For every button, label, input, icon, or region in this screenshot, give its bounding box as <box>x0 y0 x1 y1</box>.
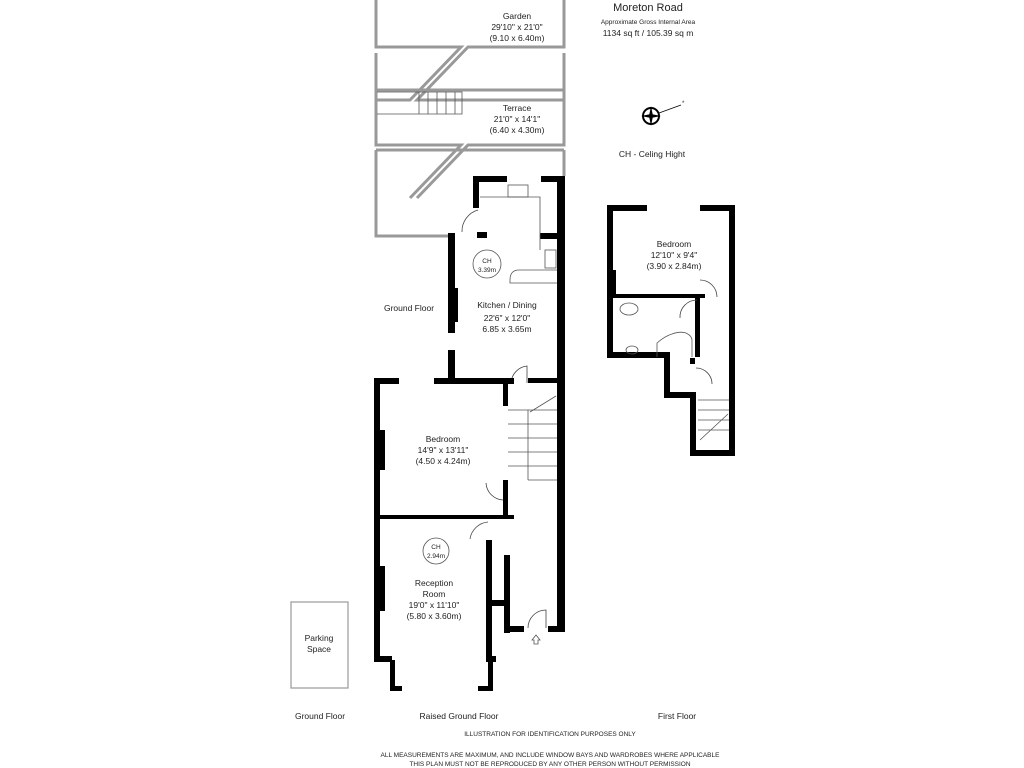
kitchen-ch-label: CH <box>482 258 492 265</box>
ground-floor-side-label: Ground Floor <box>383 303 435 313</box>
bedroom-first-name: Bedroom <box>656 239 692 249</box>
area-label: Approximate Gross Internal Area <box>600 19 696 26</box>
raised-ground-floor-label: Raised Ground Floor <box>419 711 499 721</box>
terrace-name: Terrace <box>502 103 532 113</box>
terrace-metric: (6.40 x 4.30m) <box>489 125 545 135</box>
kitchen-metric: 6.85 x 3.65m <box>482 324 532 334</box>
ch-marker-reception <box>423 538 449 564</box>
garden-imperial: 29'10" x 21'0" <box>491 22 543 32</box>
lower-patio <box>376 150 564 236</box>
ch-legend: CH - Celing Hight <box>618 149 686 159</box>
disclaimer-2: ALL MEASUREMENTS ARE MAXIMUM, AND INCLUDE WINDOW BAYS AND WARDROBES WHERE APPLICABLE <box>380 752 720 759</box>
property-title: Moreton Road <box>613 2 683 14</box>
bedroom-ground-imperial: 14'9" x 13'11" <box>417 445 469 455</box>
bedroom-first-imperial: 12'10" x 9'4" <box>650 250 698 260</box>
parking-label-2: Space <box>306 644 332 654</box>
kitchen-imperial: 22'6" x 12'0" <box>483 313 531 323</box>
reception-imperial: 19'0" x 11'10" <box>408 600 460 610</box>
first-floor-label: First Floor <box>657 711 697 721</box>
disclaimer-3: THIS PLAN MUST NOT BE REPRODUCED BY ANY OTHER PERSON WITHOUT PERMISSION <box>409 761 691 768</box>
area-value: 1134 sq ft / 105.39 sq m <box>602 28 694 38</box>
garden-area <box>376 0 564 100</box>
reception-ch-label: CH <box>431 544 441 551</box>
bedroom-ground-metric: (4.50 x 4.24m) <box>415 456 471 466</box>
ground-floor-label: Ground Floor <box>294 711 346 721</box>
disclaimer-1: ILLUSTRATION FOR IDENTIFICATION PURPOSES ONLY <box>464 731 636 738</box>
terrace-imperial: 21'0" x 14'1" <box>493 114 541 124</box>
reception-metric: (5.80 x 3.60m) <box>406 611 462 621</box>
kitchen-ch-value: 3.39m <box>477 267 497 274</box>
kitchen-name: Kitchen / Dining <box>477 300 537 310</box>
bedroom-ground-name: Bedroom <box>425 434 461 444</box>
compass-icon <box>641 101 685 126</box>
reception-name-2: Room <box>422 589 446 599</box>
garden-metric: (9.10 x 6.40m) <box>489 33 545 43</box>
parking-label-1: Parking <box>304 633 334 643</box>
garden-name: Garden <box>502 11 532 21</box>
svg-text:*: * <box>682 101 685 107</box>
raised-ground-walls <box>374 378 565 691</box>
reception-name-1: Reception <box>414 578 454 588</box>
bedroom-first-metric: (3.90 x 2.84m) <box>646 261 702 271</box>
reception-ch-value: 2.94m <box>426 553 446 560</box>
